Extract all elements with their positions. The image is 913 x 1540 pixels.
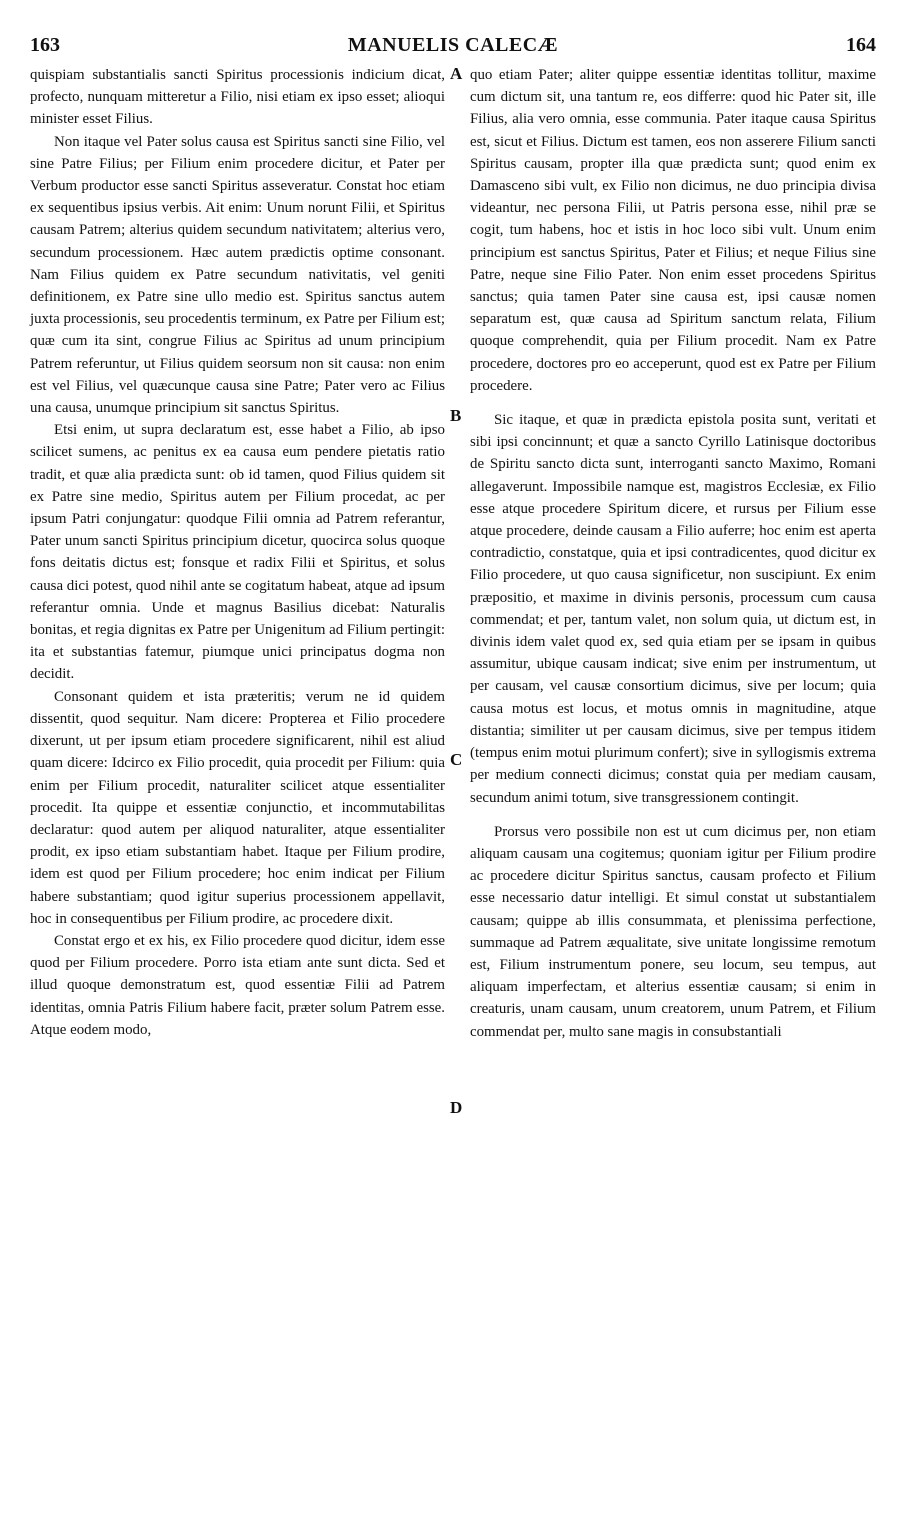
paragraph: quo etiam Pater; aliter quippe essentiæ identitas tollitur, maxime cum dictum sit, una tantum re, eos differre: quod hic Pater sit, ille Filius, alia vero omnia, esse communia. Pater itaque causa Spiritus est, sicut et Filius. Dictum est tamen, eos non asserere Filium sancti Spiritus causam, propter illa quæ prædicta sunt; quod enim ex Damasceno sibi vult, ex Filio non dicimus, ne duo principia divisa videantur, nec persona Filii, ut Patris persona esse, nihil præ se cogit, tum habens, hoc et istis in hoc loco sibi vult. Unum enim principium est sanctus Spiritus, Pater et Filius; et neque Filius sine Patre, neque sine Filio Pater. Non enim esset procedens Spiritus sanctus; quia tamen Pater sine causa est, ipsi causæ nomen separatum est, quæ causa ad Spiritum sanctum relata, Filium quoque comprehendit, quia per Filium procedit. Nam ex Patre procedere, doctores pro eo acceperunt, quod est ex Patre per Filium procedere. (470, 67, 876, 394)
paragraph: Sic itaque, et quæ in prædicta epistola posita sunt, veritati et sibi ipsi concinnunt; et quæ a sancto Cyrillo Latinisque doctoribus de Spiritu sancto dicta sunt, interroganti sancto Maximo, Romani allegaverunt. Impossibile namque est, magistros Ecclesiæ, ex Filio esse atque procedere Spiritum dicere, et rursus per Filium esse atque procedere, deinde causam a Filio auferre; hoc enim est aperta contradictio, constatque, quia et ipsi contradicentes, quod dicitur ex Filio procedere, ut quo causa significetur, non suscipiunt. Ex enim præpositio, et maxime in divinis personis, processum cum causa commendat; et per, tantum valet, non solum quia, ut dictum est, in divinis idem valet quod ex, sed quia etiam per se ipsam in quibus assumitur, ubique causam indicat; sive enim per instrumentum, ut per causam, vel causæ consortium dicimus, sive per locum; quia causa motus est locus, et motus omnis in magnitudine, atque distantia; similiter ut per causam dicimus, sive per tempus itidem (tempus enim motui plurimum confert); sive in syllogismis extrema per medium connecti dicimus; constat quia per mediam causam, secundum animi totum, sive transgressionem contingit. (470, 412, 876, 806)
left-column (30, 64, 445, 1041)
page-number-left: 163 (30, 34, 60, 56)
paragraph: Prorsus vero possibile non est ut cum dicimus per, non etiam aliquam causam una cogitemus; quoniam igitur per Filium prodire ac procedere dicitur Spiritus sanctus, causam profecto et Filium esse necessario datur intelligi. Et simul constat ut substantialem causam; quippe ab illis consummata, et plenissima perfectione, summaque ad Patrem æqualitate, sive unitate longissime remotum est, Filium instrumentum ponere, seu locum, seu tempus, aut aliquam imperfectam, et alterius essentiæ causam; si enim in creaturis, unam causam, unum creatorem, unum Patrem, et Filium commendat per, multo sane magis in consubstantiali (470, 823, 876, 1040)
paragraph: Non itaque vel Pater solus causa est Spiritus sancti sine Filio, vel sine Patre Filius; per Filium enim procedere dicitur, et Pater per Verbum productor esse sancti Spiritus asseveratur. Constat hoc etiam ex sequentibus ipsius verbis. Ait enim: Unum norunt Filii, et Spiritus causam Patrem; alterius quidem secundum nativitatem; alterius vero, secundum processionem. Hæc autem prædictis optime consonant. Nam Filius quidem ex Patre secundum nativitatis, vel geniti definitionem, ex Patre sine ullo medio est. Spiritus sanctus autem juxta processionis, seu procedentis terminum, ex Patre per Filium est; quæ cum ita sint, congrue Filius ac Spiritus ad unum principium Patrem referuntur, ut Filius quidem seorsum non sit causa: non enim est vel Filius, vel quæcunque causa sine Patre; Pater vero ac Filius una causa, unumque principium sit sanctus Spiritus. (30, 133, 445, 417)
paragraph: Etsi enim, ut supra declaratum est, esse habet a Filio, ab ipso scilicet sumens, ac penitus ex ea causa eum pendere pietatis ratio tradit, et quæ alia prædicta sunt: ob id tamen, quod Filius quidem sit ex Patre sine medio, Spiritus autem per Filium procedat, ac per ipsum Patri conjungatur: quodque Filii omnia ad Patrem referantur, Pater unum sancti Spiritus principium dicetur, quocirca solus quoque fons deitatis dictus est; fonsque et radix Filii et Spiritus, et solus causa dici potest, quod nihil ante se cogitatum habeat, atque ad ipsum referantur omnia. Unde et magnus Basilius dicebat: Naturalis bonitas, et regia dignitas ex Patre per Unigenitum ad Filium pertingit: ita et substantias fatemur, piumque unici principatus dogma non decidit. (30, 422, 445, 683)
paragraph: Consonant quidem et ista præteritis; verum ne id quidem dissentit, quod sequitur. Nam dicere: Propterea et Filio procedere dixerunt, ut per ipsum etiam procedere significarent, nihil est aliud quam dicere: Idcirco ex Filio procedit, quia procedit per Filium: quia enim per Filium procedit, naturaliter scilicet atque essentialiter procedit. Ita quippe et essentiæ conjunctio, et incommutabilitas declaratur: quod autem per aliquod naturaliter, atque essentialiter prodit, ex ipso etiam substantiam habet. Itaque per Filium prodire, idem est quod per Filium procedere; hoc enim indicat per Filium habere substantiam; quod igitur superius processionem appellavit, hoc in consequentibus per Filium prodire, ac procedere dixit. (30, 688, 445, 927)
right-column (470, 64, 876, 1043)
section-marker-b: B (450, 406, 462, 425)
page-number-right: 164 (846, 34, 876, 56)
paragraph: Constat ergo et ex his, ex Filio procedere quod dicitur, idem esse quod per Filium procedere. Porro ista etiam ante sunt dicta. Sed et illud quoque demonstratum est, quod essentiæ Filii ad Patrem identitas, omnia Patris Filium habere facit, præter solum Patrem esse. Atque eodem modo, (30, 932, 445, 1038)
paragraph: quispiam substantialis sancti Spiritus processionis indicium dicat, profecto, nunquam mitteretur a Filio, nisi etiam ex ipso esset; alioqui minister esset Filius. (30, 67, 445, 128)
section-marker-a: A (450, 64, 463, 83)
page-header (30, 34, 876, 60)
section-marker-c: C (450, 750, 463, 769)
running-title: MANUELIS CALECÆ (347, 34, 559, 56)
section-marker-d: D (450, 1098, 463, 1117)
